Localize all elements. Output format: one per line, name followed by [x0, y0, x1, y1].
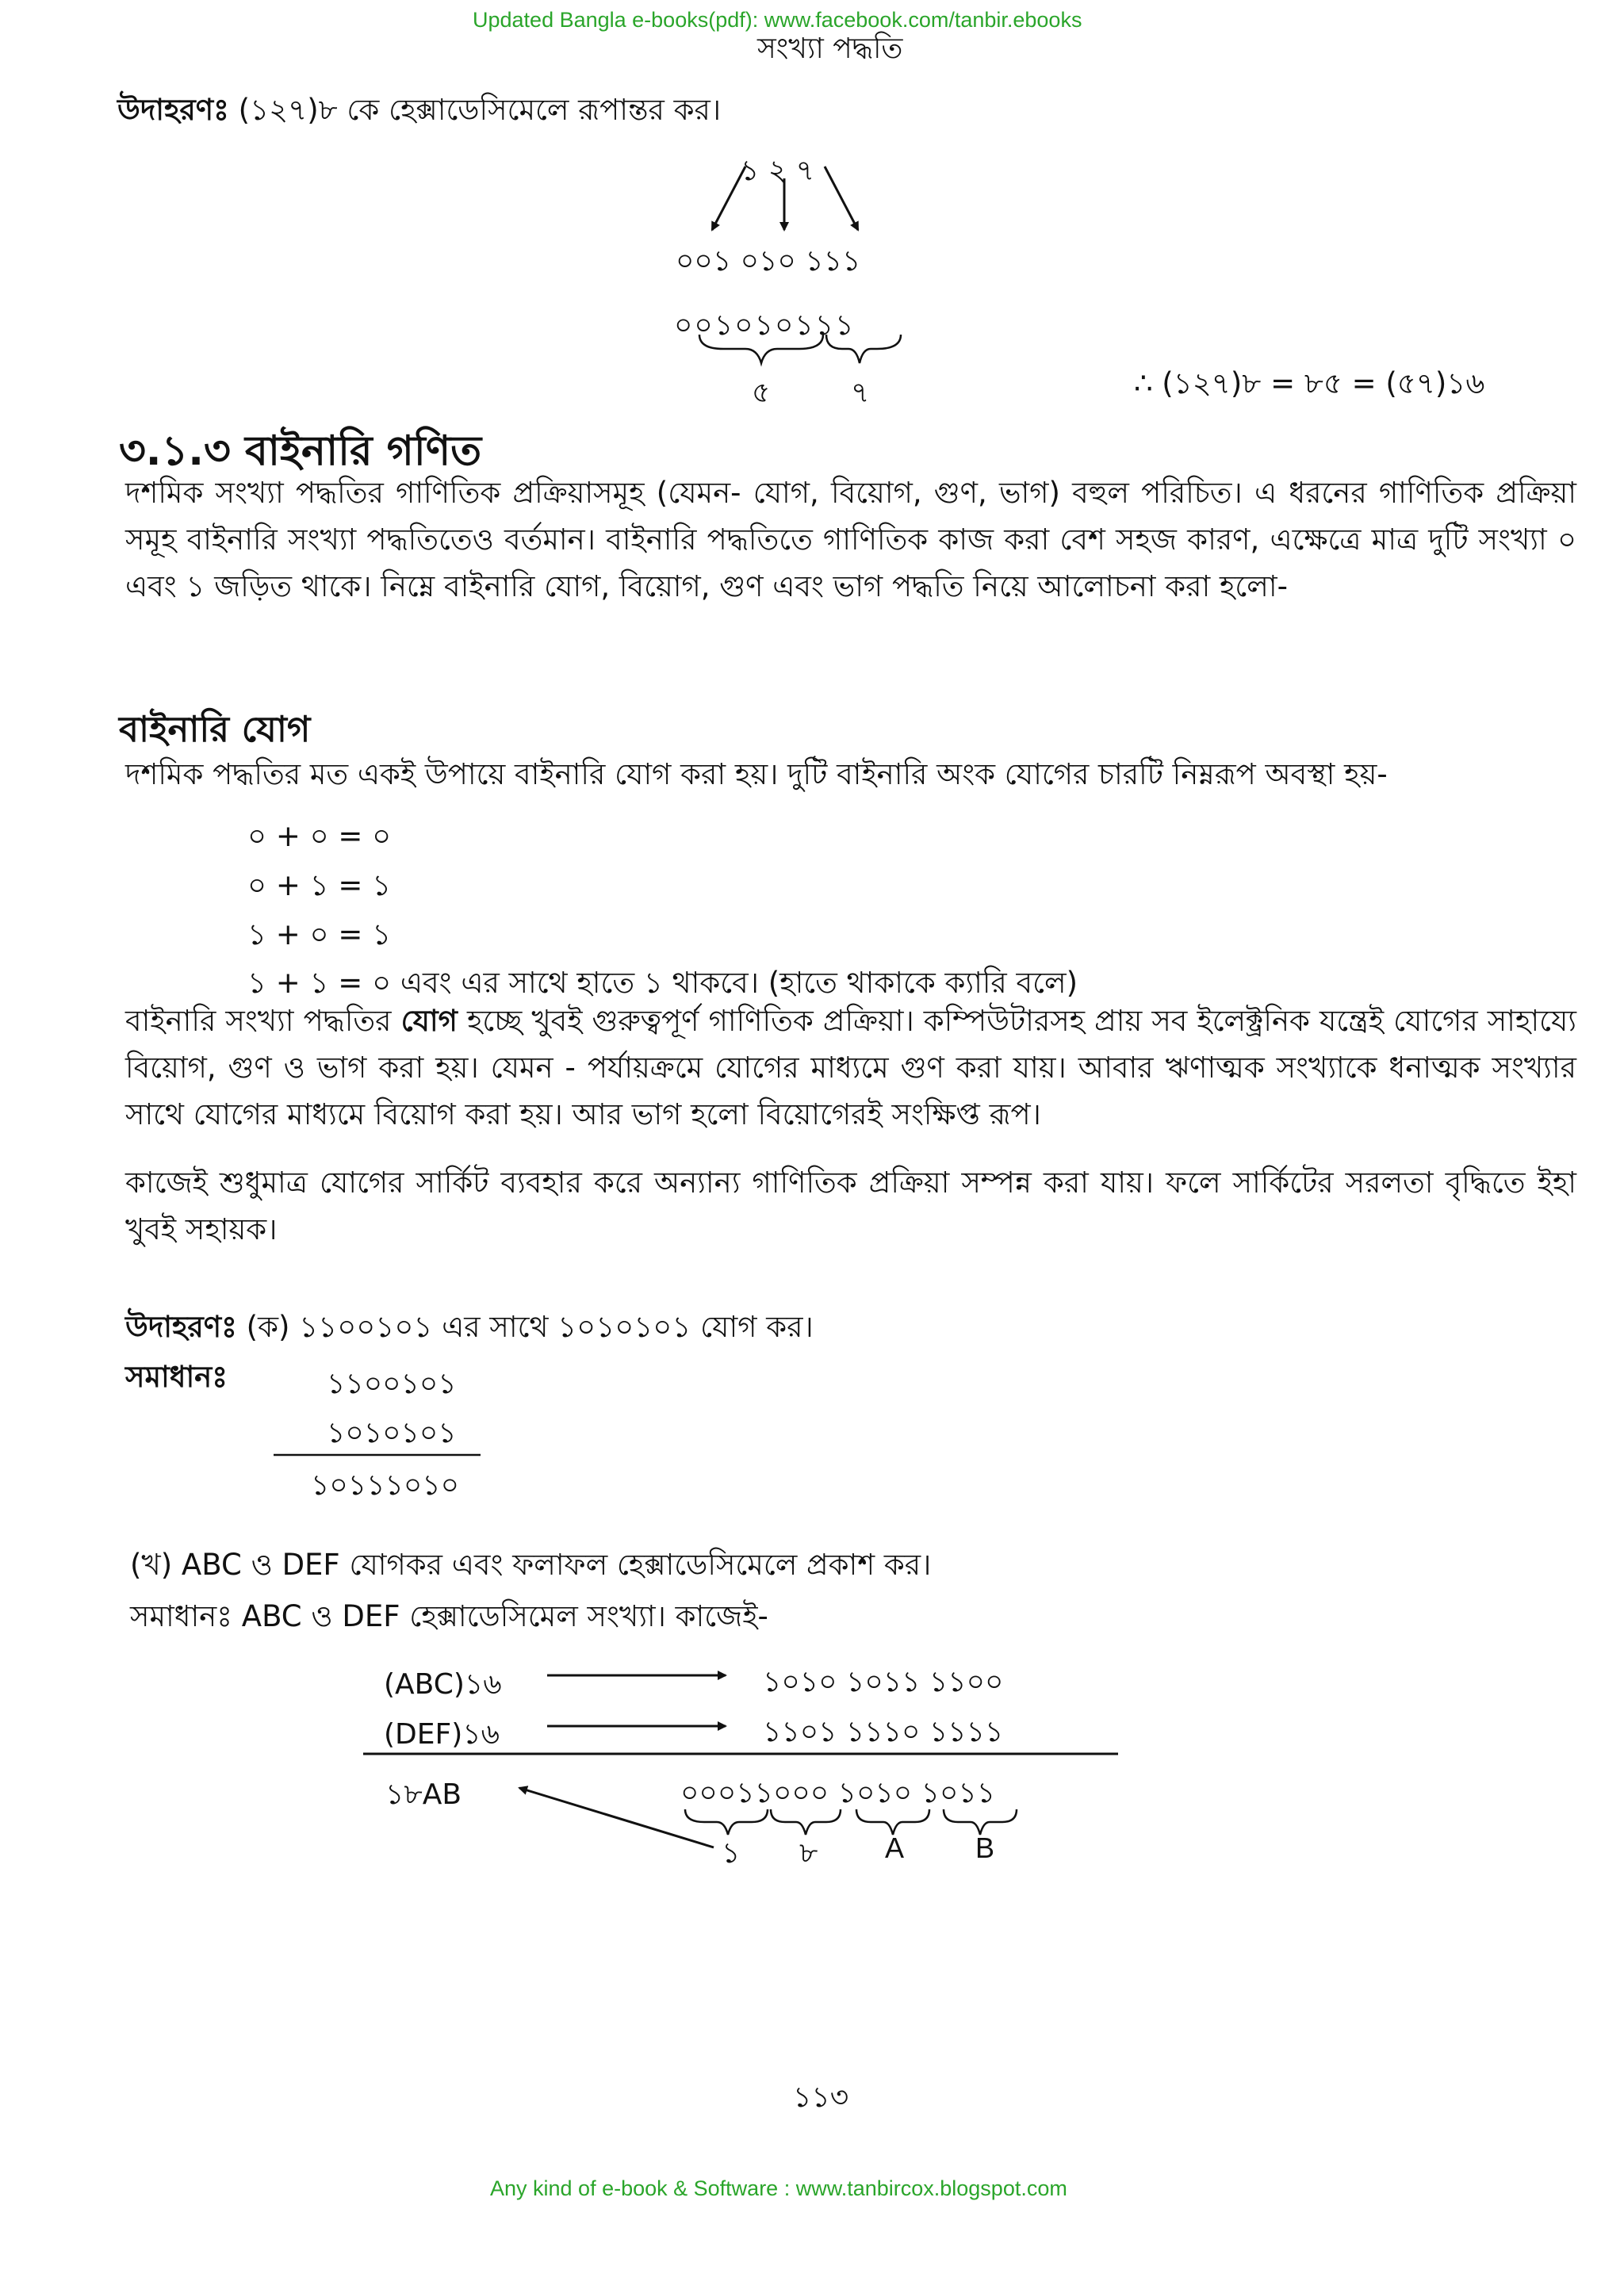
example-ka-text: (ক) ১১০০১০১ এর সাথে ১০১০১০১ যোগ কর। — [246, 1310, 814, 1344]
addition-rule-3: ১ + ০ = ১ — [247, 917, 392, 951]
hex-digit-b: B — [975, 1832, 995, 1864]
brace-hex-a — [856, 1809, 929, 1835]
binary-addition-heading: বাইনারি যোগ — [119, 708, 311, 750]
example-kha-question: (খ) ABC ও DEF যোগকর এবং ফলাফল হেক্সাডেসিমেলে প্রকাশ কর। — [130, 1548, 932, 1582]
addition-circuit-paragraph: কাজেই শুধুমাত্র যোগের সার্কিট ব্যবহার করে অন্যান্য গাণিতিক প্রক্রিয়া সম্পন্ন করা যায়। ফলে সার্কিটের সরলতা বৃদ্ধিতে ইহা খুবই সহায়ক। — [125, 1166, 1576, 1246]
para-text-end: হচ্ছে খুবই গুরুত্বপূর্ণ গাণিতিক প্রক্রিয়া। কম্পিউটারসহ প্রায় সব ইলেক্ট্রনিক যন্ত্রেই যোগের সাহায্যে বিয়োগ, গুণ ও ভাগ করা হয়। যেমন - পর্যায়ক্রমে যোগের মাধ্যমে গুণ করা যায়। আবার ঋণাত্মক সংখ্যাকে ধনাত্মক সংখ্যার সাথে যোগের মাধ্যমে বিয়োগ করা হয়। আর ভাগ হলো বিয়োগেরই সংক্ষিপ্ত রূপ। — [125, 1004, 1576, 1131]
example-label: উদাহরণঃ — [117, 93, 229, 127]
chapter-title: সংখ্যা পদ্ধতি — [757, 33, 903, 65]
addend-one: ১১০০১০১ — [327, 1368, 457, 1400]
sum-result: ১০১১১০১০ — [311, 1469, 460, 1502]
octal-arrow-left — [712, 167, 745, 230]
octal-digits: ১ ২ ৭ — [741, 155, 815, 187]
addition-rule-2: ০ + ১ = ১ — [247, 868, 392, 902]
hex-digit-one: ১ — [722, 1837, 741, 1870]
def-hex-label: (DEF)১৬ — [384, 1718, 500, 1751]
octal-binary-groups: ০০১ ০১০ ১১১ — [676, 245, 861, 278]
hex-digit-five: ৫ — [752, 377, 771, 409]
brace-hex-1 — [685, 1809, 768, 1835]
octal-binary-joined: ০০১০১০১১১ — [674, 309, 856, 342]
hex-digit-seven: ৭ — [851, 377, 870, 409]
abc-binary: ১০১০ ১০১১ ১১০০ — [763, 1666, 1004, 1698]
page-number: ১১৩ — [793, 2081, 849, 2114]
para-bold-term: যোগ — [400, 1004, 458, 1038]
addition-rule-4: ১ + ১ = ০ এবং এর সাথে হাতে ১ থাকবে। (হাতে থাকাকে ক্যারি বলে) — [247, 966, 1078, 1000]
header-promo-link[interactable]: Updated Bangla e-books(pdf): www.facebook.com/tanbir.ebooks — [473, 8, 1082, 32]
brace-group-2 — [826, 335, 901, 363]
para-text-start: বাইনারি সংখ্যা পদ্ধতির — [125, 1004, 401, 1038]
footer-promo-link[interactable]: Any kind of e-book & Software : www.tanbircox.blogspot.com — [490, 2176, 1067, 2200]
octal-result: ∴ (১২৭)৮ = ৮৫ = (৫৭)১৬ — [1134, 366, 1485, 400]
abc-hex-label: (ABC)১৬ — [384, 1668, 502, 1701]
solution-label: সমাধানঃ — [125, 1360, 228, 1394]
section-heading: ৩.১.৩ বাইনারি গণিত — [119, 427, 482, 475]
hex-sum-result: ১৮AB — [385, 1778, 462, 1811]
example-kha-solution: সমাধানঃ ABC ও DEF হেক্সাডেসিমেল সংখ্যা। কাজেই- — [130, 1599, 768, 1633]
def-binary: ১১০১ ১১১০ ১১১১ — [763, 1716, 1004, 1748]
brace-hex-b — [944, 1809, 1017, 1835]
brace-group-1 — [699, 335, 823, 363]
sum-binary: ০০০১১০০০ ১০১০ ১০১১ — [680, 1777, 996, 1809]
brace-hex-8 — [771, 1809, 841, 1835]
result-back-arrow — [519, 1788, 714, 1847]
hex-digit-eight: ৮ — [799, 1837, 818, 1870]
octal-arrow-right — [825, 167, 858, 230]
section-intro-paragraph: দশমিক সংখ্যা পদ্ধতির গাণিতিক প্রক্রিয়াসমূহ (যেমন- যোগ, বিয়োগ, গুণ, ভাগ) বহুল পরিচিত। এ ধরনের গাণিতিক প্রক্রিয়া সমূহ বাইনারি সংখ্যা পদ্ধতিতেও বর্তমান। বাইনারি পদ্ধতিতে গাণিতিক কাজ করা বেশ সহজ কারণ, এক্ষেত্রে মাত্র দুটি সংখ্যা ০ এবং ১ জড়িত থাকে। নিম্নে বাইনারি যোগ, বিয়োগ, গুণ এবং ভাগ পদ্ধতি নিয়ে আলোচনা করা হলো- — [125, 476, 1576, 603]
example-label: উদাহরণঃ — [125, 1310, 237, 1344]
addend-two: ১০১০১০১ — [327, 1417, 457, 1449]
hex-digit-a: A — [885, 1832, 905, 1864]
addition-rule-1: ০ + ০ = ০ — [247, 819, 392, 853]
binary-addition-intro: দশমিক পদ্ধতির মত একই উপায়ে বাইনারি যোগ করা হয়। দুটি বাইনারি অংক যোগের চারটি নিম্নরূপ অবস্থা হয়- — [125, 757, 1388, 791]
example-question-text: (১২৭)৮ কে হেক্সাডেসিমেলে রূপান্তর কর। — [238, 93, 722, 127]
